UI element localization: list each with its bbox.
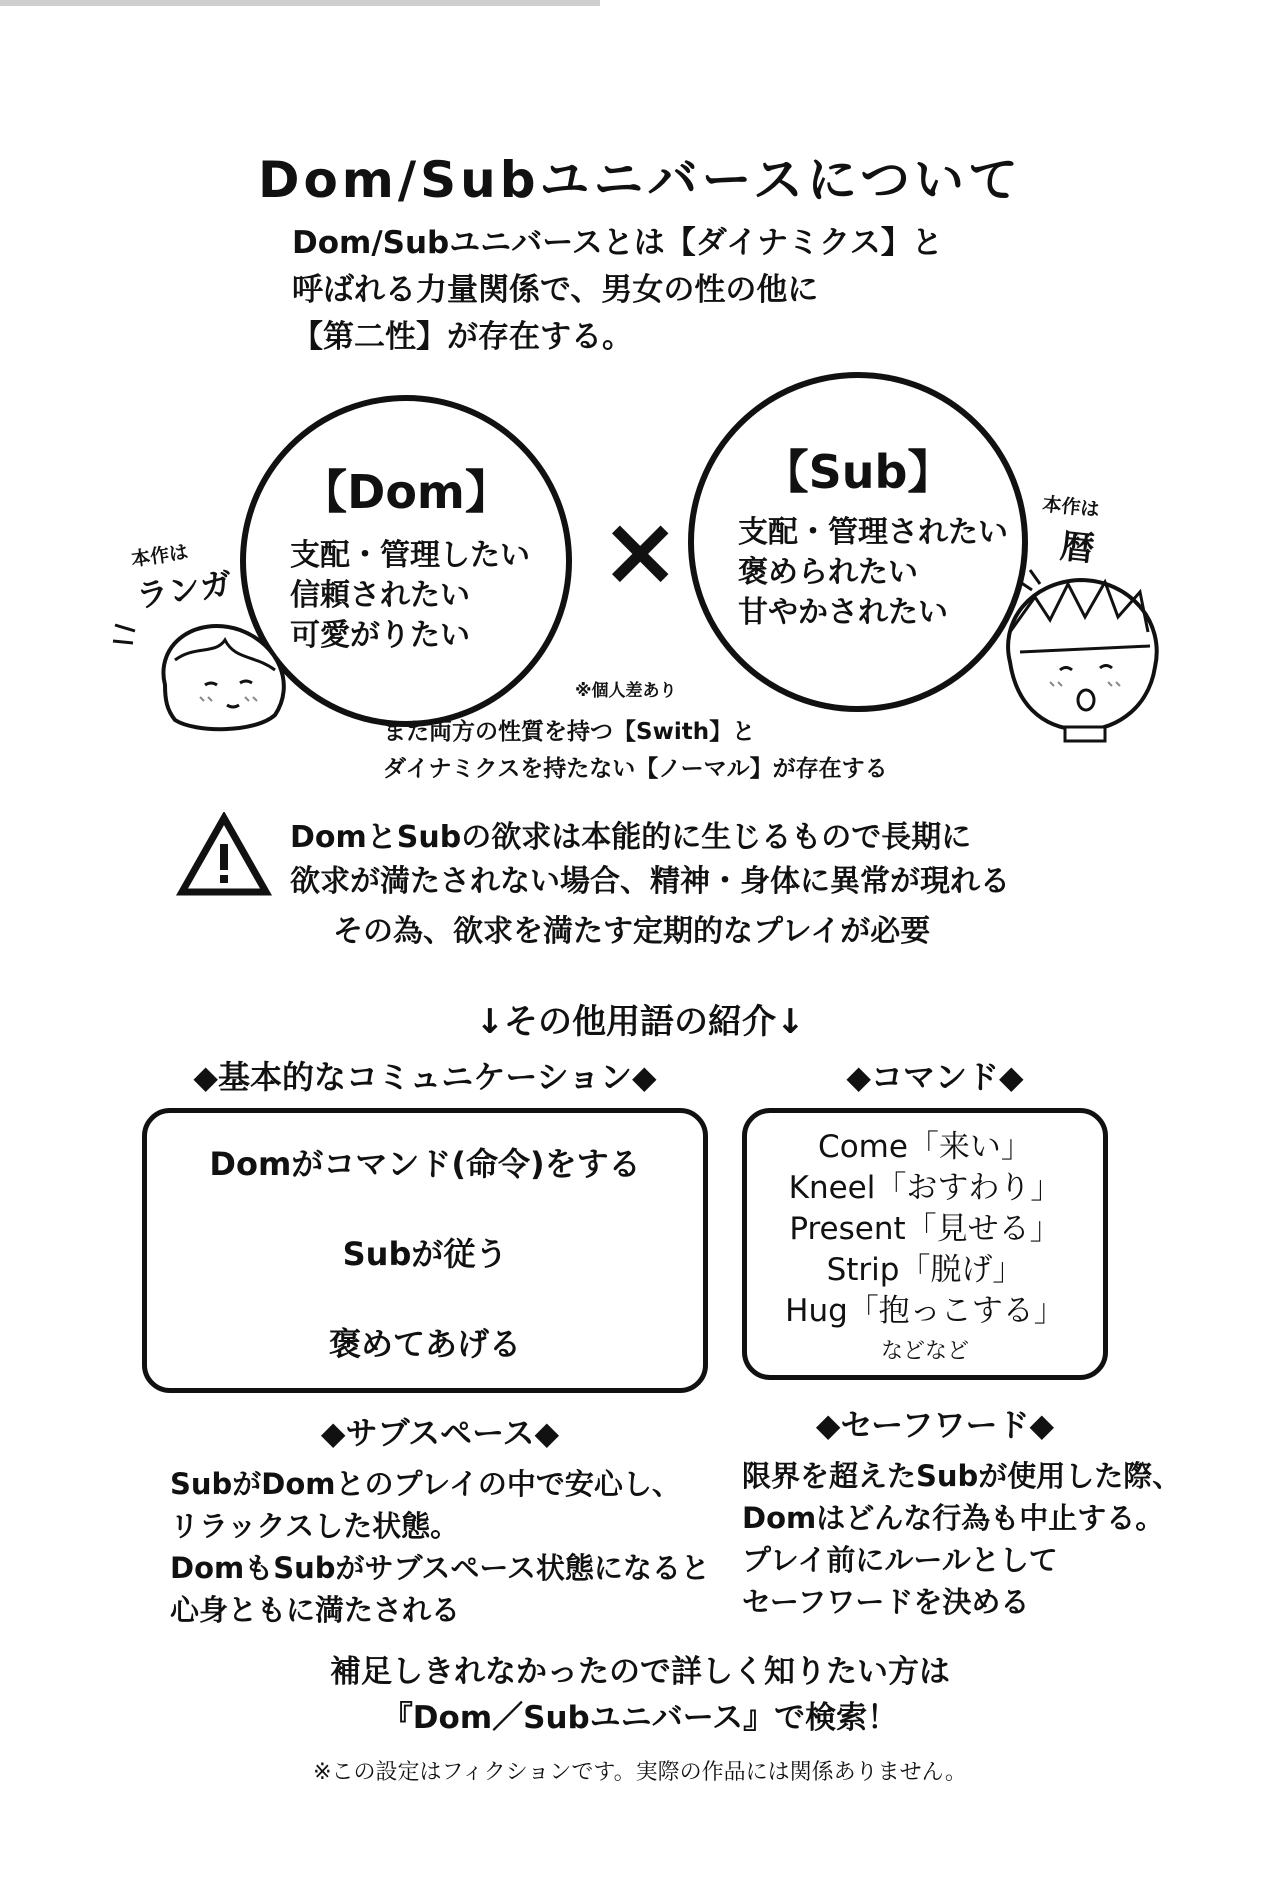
dom-heading: 【Dom】 <box>301 465 511 519</box>
sub-character-name: 暦 <box>1058 526 1097 570</box>
communication-box <box>142 1108 708 1393</box>
variants-note <box>383 714 888 788</box>
dom-traits <box>290 536 530 656</box>
command-heading: ◆コマンド◆ <box>846 1058 1024 1096</box>
intro-line: 呼ばれる力量関係で、男女の性の他に <box>292 272 819 308</box>
variants-note-line: また両方の性質を持つ【Swith】と <box>383 719 756 745</box>
terms-heading: ↓その他用語の紹介↓ <box>475 1002 805 1042</box>
subspace-line: SubがDomとのプレイの中で安心し、 <box>170 1467 681 1501</box>
sub-trait: 褒められたい <box>738 555 918 590</box>
sub-character-note <box>1036 489 1101 571</box>
command-item: Present「見せる」 <box>789 1211 1061 1247</box>
intro-paragraph <box>292 220 943 361</box>
safeword-line: セーフワードを決める <box>742 1585 1030 1619</box>
warning-text <box>290 816 1010 904</box>
command-box <box>742 1108 1108 1380</box>
warning-followup: その為、欲求を満たす定期的なプレイが必要 <box>333 914 931 949</box>
subspace-line: 心身ともに満たされる <box>170 1593 461 1627</box>
safeword-line: 限界を超えたSubが使用した際、 <box>742 1459 1182 1493</box>
safeword-text <box>742 1455 1181 1623</box>
dom-character-note-line: 本作は <box>129 541 190 571</box>
command-item: Kneel「おすわり」 <box>788 1170 1062 1206</box>
page-title: Dom/Subユニバースについて <box>257 151 1023 209</box>
command-item: Hug「抱っこする」 <box>785 1293 1065 1329</box>
safeword-line: Domはどんな行為も中止する。 <box>742 1501 1165 1535</box>
dom-trait: 支配・管理したい <box>290 538 530 573</box>
footer-line: 『Dom／Subユニバース』で検索！ <box>381 1700 899 1736</box>
sub-character-illustration <box>980 562 1180 747</box>
scan-edge-line <box>0 0 600 6</box>
command-item: Come「来い」 <box>818 1129 1032 1165</box>
command-etc: などなど <box>880 1339 969 1364</box>
sub-trait: 支配・管理されたい <box>738 515 1008 550</box>
sub-trait: 甘やかされたい <box>738 595 948 630</box>
intro-line: Dom/Subユニバースとは【ダイナミクス】と <box>292 225 943 261</box>
dom-trait: 信頼されたい <box>290 578 470 613</box>
disclaimer: ※この設定はフィクションです。実際の作品には関係ありません。 <box>313 1760 967 1785</box>
communication-line: Domがコマンド(命令)をする <box>209 1145 641 1183</box>
dom-character-illustration <box>105 605 305 735</box>
subspace-line: DomもSubがサブスペース状態になると <box>170 1551 710 1585</box>
warning-line: 欲求が満たされない場合、精神・身体に異常が現れる <box>290 864 1010 899</box>
subspace-heading: ◆サブスペース◆ <box>320 1414 560 1452</box>
warning-icon <box>176 812 272 898</box>
safeword-heading: ◆セーフワード◆ <box>815 1406 1055 1444</box>
subspace-line: リラックスした状態。 <box>170 1509 460 1543</box>
sub-traits <box>738 513 1008 633</box>
dom-character-name: ランガ <box>133 564 235 616</box>
footer-line: 補足しきれなかったので詳しく知りたい方は <box>330 1654 950 1690</box>
variants-note-line: ダイナミクスを持たない【ノーマル】が存在する <box>383 756 888 782</box>
command-item: Strip「脱げ」 <box>826 1252 1024 1288</box>
sub-character-note-line: 本作は <box>1041 493 1101 522</box>
communication-line: Subが従う <box>342 1235 508 1273</box>
sub-circle <box>688 372 1028 712</box>
warning-line: DomとSubの欲求は本能的に生じるもので長期に <box>290 820 972 855</box>
safeword-line: プレイ前にルールとして <box>742 1543 1058 1577</box>
cross-symbol: × <box>600 495 681 607</box>
communication-line: 褒めてあげる <box>328 1325 521 1363</box>
dom-trait: 可愛がりたい <box>290 618 470 653</box>
communication-heading: ◆基本的なコミュニケーション◆ <box>193 1058 657 1096</box>
command-list <box>747 1127 1103 1365</box>
individual-difference-note: ※個人差あり <box>575 681 677 701</box>
sub-heading: 【Sub】 <box>762 445 954 499</box>
subspace-text <box>170 1463 710 1631</box>
intro-line: 【第二性】が存在する。 <box>292 319 633 355</box>
